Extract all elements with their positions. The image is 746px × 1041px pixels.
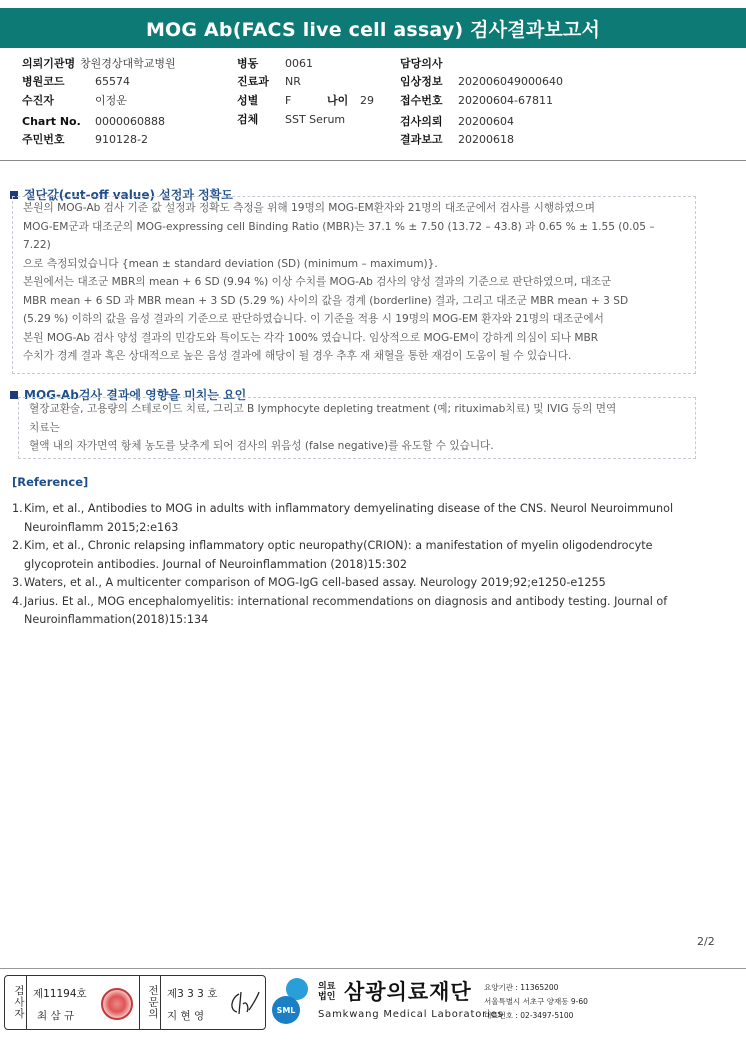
report-title: MOG Ab(FACS live cell assay) 검사결과보고서 bbox=[0, 8, 746, 48]
factors-line: 치료는 bbox=[29, 421, 60, 434]
reference-text: glycoprotein antibodies. Journal of Neuroinflammation (2018)15:302 bbox=[24, 557, 407, 571]
reference-item bbox=[12, 537, 712, 574]
chart-no-value: 0000060888 bbox=[95, 115, 165, 128]
clinical-info-value: 202006049000640 bbox=[458, 75, 563, 88]
cutoff-line: MOG-EM군과 대조군의 MOG-expressing cell Binding Ratio (MBR)는 37.1 % ± 7.50 (13.72 – 43.8) 과 0.65 % ± 1.55 (0.05 – bbox=[23, 220, 655, 233]
factors-line: 혈장교환술, 고용량의 스테로이드 치료, 그리고 B lymphocyte depleting treatment (예; rituximab치료) 및 IVIG 등의 면역 bbox=[29, 403, 617, 415]
reference-list bbox=[12, 500, 712, 630]
specialist-name: 지 현 영 bbox=[167, 1010, 205, 1022]
factors-line: 혈액 내의 자가면역 항체 농도를 낮추게 되어 검사의 위음성 (false negative)를 유도할 수 있습니다. bbox=[29, 440, 494, 452]
footer-divider bbox=[0, 968, 746, 969]
age-label: 나이 bbox=[327, 94, 349, 107]
request-date-value: 20200604 bbox=[458, 115, 514, 128]
recipient-value: 이정운 bbox=[95, 94, 127, 107]
specimen-value: SST Serum bbox=[285, 113, 346, 126]
hospital-code-value: 65574 bbox=[95, 75, 130, 88]
header-divider bbox=[0, 160, 746, 161]
page-number: 2/2 bbox=[697, 935, 715, 948]
reference-text: Kim, et al., Chronic relapsing inflammatory optic neuropathy(CRION): a manifestation of myelin oligodendrocyte bbox=[24, 539, 653, 552]
specialist-label-text: 전문의 bbox=[147, 985, 159, 1020]
reference-title: [Reference] bbox=[12, 475, 89, 489]
accession-no-label: 접수번호 bbox=[400, 94, 443, 107]
ward-value: 0061 bbox=[285, 57, 313, 70]
reference-number: 2. bbox=[12, 539, 23, 552]
reference-item bbox=[12, 574, 712, 593]
specialist-label bbox=[139, 976, 161, 1029]
org-prefix: 의료법인 bbox=[318, 982, 336, 1002]
cutoff-line: MBR mean + 6 SD 과 MBR mean + 3 SD (5.29 %) 사이의 값을 경계 (borderline) 결과, 그리고 대조군 MBR mean + 3 SD bbox=[23, 294, 629, 307]
org-code: 요양기관 : 11365200 bbox=[484, 983, 559, 992]
resident-no-value: 910128-2 bbox=[95, 133, 148, 146]
sex-value: F bbox=[285, 94, 292, 107]
hospital-code-label: 병원코드 bbox=[22, 75, 65, 88]
reference-text: Neuroinflamm 2015;2:e163 bbox=[24, 520, 179, 534]
inspector-seal bbox=[101, 988, 133, 1020]
request-date-label: 검사의뢰 bbox=[400, 115, 443, 128]
sex-label: 성별 bbox=[237, 94, 259, 107]
institution-value: 창원경상대학교병원 bbox=[80, 57, 176, 70]
report-date-value: 20200618 bbox=[458, 133, 514, 146]
section-factors-body bbox=[18, 397, 696, 459]
section-cutoff-body bbox=[12, 196, 696, 374]
reference-text: Waters, et al., A multicenter comparison of MOG-IgG cell-based assay. Neurology 2019;92;e1250-e1255 bbox=[24, 576, 606, 589]
org-phone: 대표번호 : 02-3497-5100 bbox=[484, 1011, 574, 1020]
chart-no-label: Chart No. bbox=[22, 115, 81, 128]
cutoff-line: 본원에서는 대조군 MBR의 mean + 6 SD (9.94 %) 이상 수치를 MOG-Ab 검사의 양성 결과의 기준으로 판단하였으며, 대조군 bbox=[23, 276, 612, 288]
inspector-label bbox=[5, 976, 27, 1029]
reference-number: 4. bbox=[12, 594, 23, 608]
signature-icon bbox=[227, 988, 261, 1018]
department-value: NR bbox=[285, 75, 301, 88]
reference-text: Jarius. Et al., MOG encephalomyelitis: international recommendations on diagnosis and antibody testing. Journal of bbox=[24, 594, 668, 608]
clinical-info-label: 임상정보 bbox=[400, 75, 443, 88]
inspector-name: 최 삼 규 bbox=[37, 1010, 75, 1022]
specimen-label: 검체 bbox=[237, 113, 259, 126]
cutoff-line: 본원 MOG-Ab 검사 양성 결과의 민감도와 특이도는 각각 100% 였습니다. 임상적으로 MOG-EM이 강하게 의심이 되나 MBR bbox=[23, 331, 599, 344]
ward-label: 병동 bbox=[237, 57, 259, 70]
cutoff-line: 으로 측정되었습니다 {mean ± standard deviation (SD) (minimum – maximum)}. bbox=[23, 257, 438, 270]
sml-logo-icon: SML bbox=[272, 996, 300, 1024]
section-bullet-icon bbox=[10, 391, 18, 399]
recipient-label: 수진자 bbox=[22, 94, 54, 107]
resident-no-label: 주민번호 bbox=[22, 133, 65, 146]
reference-item bbox=[12, 500, 712, 537]
org-name-en: Samkwang Medical Laboratories bbox=[318, 1009, 504, 1020]
department-label: 진료과 bbox=[237, 75, 269, 88]
cutoff-line: 본원의 MOG-Ab 검사 기준 값 설정과 정확도 측정을 위해 19명의 MOG-EM환자와 21명의 대조군에서 검사를 시행하였으며 bbox=[23, 202, 596, 214]
section-factors-title: MOG-Ab검사 결과에 영향을 미치는 요인 bbox=[24, 388, 247, 402]
reference-text: Neuroinflammation(2018)15:134 bbox=[24, 613, 209, 626]
reference-text: Kim, et al., Antibodies to MOG in adults with inflammatory demyelinating disease of the CNS. Neurol Neuroimmunol bbox=[24, 502, 674, 515]
cutoff-line: 수치가 경계 결과 혹은 상대적으로 높은 음성 결과에 해당이 될 경우 추후 재 채혈을 통한 재검이 도움이 될 수 있습니다. bbox=[23, 350, 572, 362]
reference-number: 3. bbox=[12, 576, 23, 589]
reference-item bbox=[12, 593, 712, 630]
institution-label: 의뢰기관명 bbox=[22, 57, 76, 70]
accession-no-value: 20200604-67811 bbox=[458, 94, 553, 107]
organization-logo bbox=[272, 976, 742, 1031]
specialist-license: 제3 3 3 호 bbox=[167, 988, 218, 1000]
cutoff-line: (5.29 %) 이하의 값을 음성 결과의 기준으로 판단하였습니다. 이 기준을 적용 시 19명의 MOG-EM 환자와 21명의 대조군에서 bbox=[23, 313, 604, 325]
report-date-label: 결과보고 bbox=[400, 133, 443, 146]
age-value: 29 bbox=[360, 94, 374, 107]
signature-box bbox=[4, 975, 266, 1030]
org-address: 서울특별시 서초구 양재동 9-60 bbox=[484, 997, 588, 1006]
inspector-label-text: 검사자 bbox=[13, 985, 25, 1020]
cutoff-line: 7.22) bbox=[23, 239, 51, 251]
inspector-license: 제11194호 bbox=[33, 988, 87, 1000]
reference-number: 1. bbox=[12, 502, 23, 515]
section-cutoff-title: 절단값(cut-off value) 설정과 정확도 bbox=[24, 188, 233, 202]
doctor-label: 담당의사 bbox=[400, 57, 443, 70]
org-name: 삼광의료재단 bbox=[344, 980, 472, 1004]
